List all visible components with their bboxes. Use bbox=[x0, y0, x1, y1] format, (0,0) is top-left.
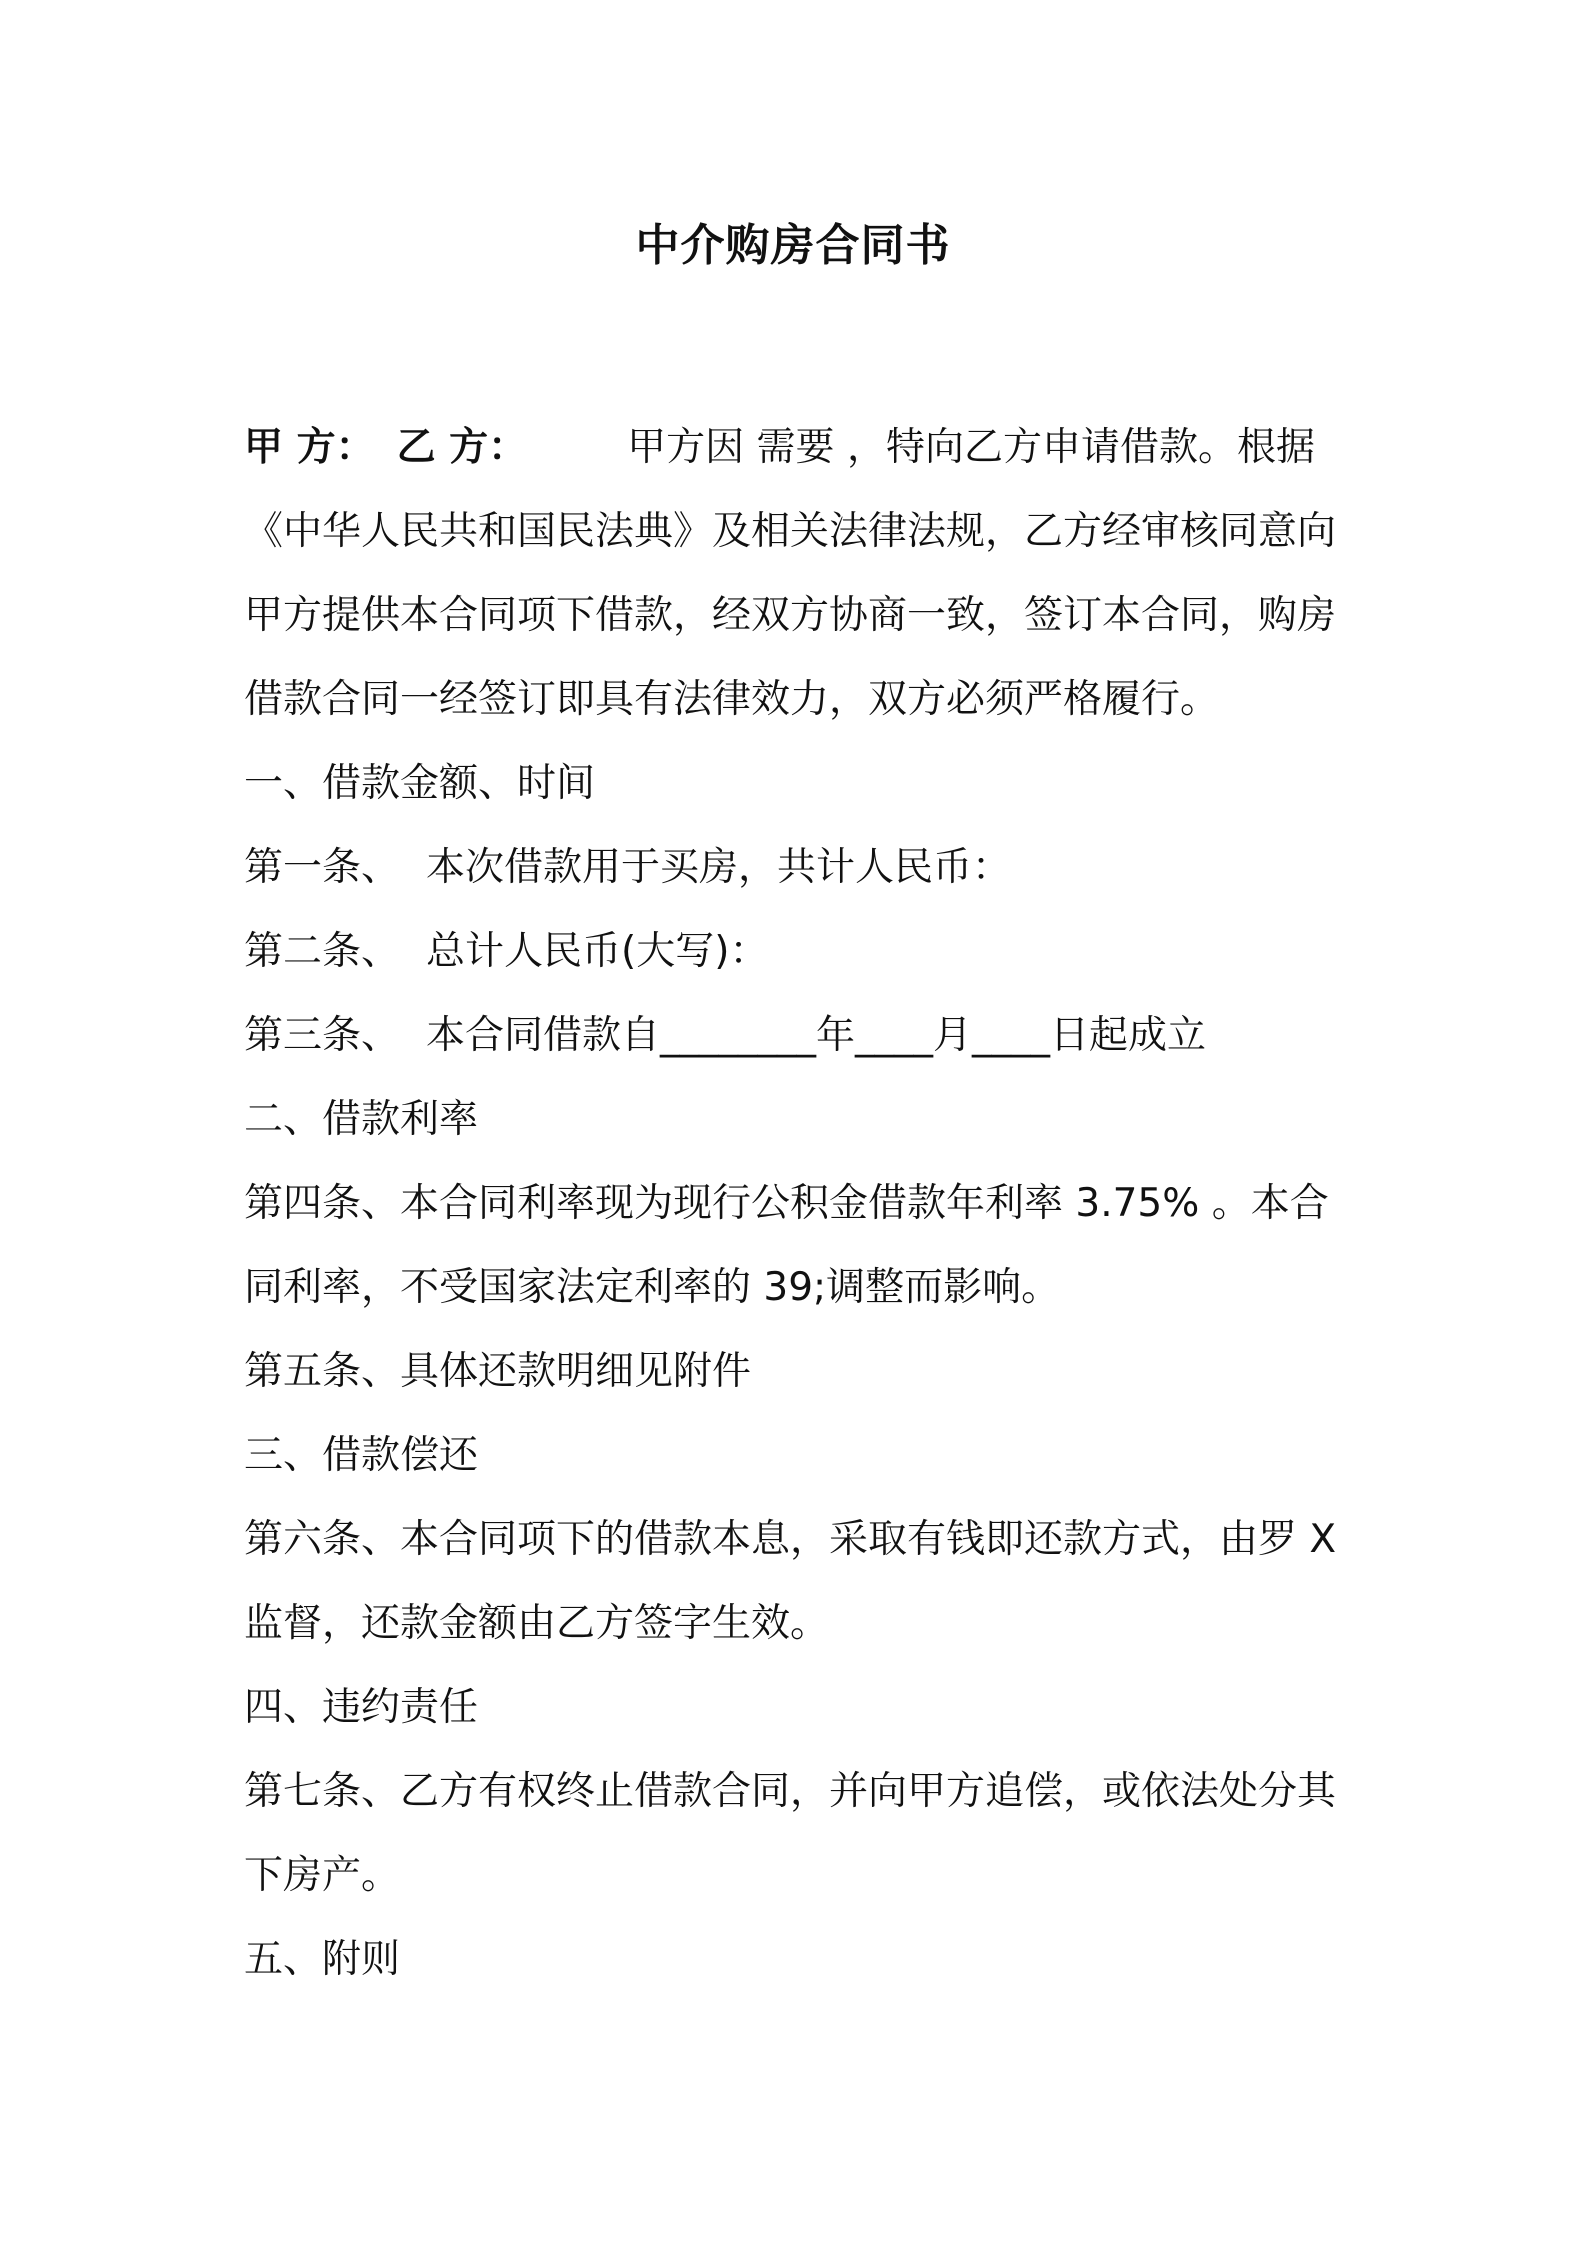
intro-line-1-text: 甲方因 需要 ，特向乙方申请借款。根据 bbox=[627, 425, 1315, 470]
section-heading-4: 四、违约责任 bbox=[244, 1685, 479, 1730]
article-2-label: 第二条、 bbox=[244, 929, 401, 974]
intro-line-2: 《中华人民共和国民法典》及相关法律法规，乙方经审核同意向 bbox=[244, 509, 1337, 554]
section-heading-2: 二、借款利率 bbox=[244, 1097, 479, 1142]
document-body bbox=[244, 406, 1354, 2002]
article-1-text: 本次借款用于买房，共计人民币： bbox=[426, 845, 1012, 890]
article-7-line-2: 下房产。 bbox=[244, 1853, 401, 1898]
article-4-line-2: 同利率，不受国家法定利率的 39;调整而影响。 bbox=[244, 1265, 1061, 1310]
article-4-line-1: 第四条、本合同利率现为现行公积金借款年利率 3.75% 。本合 bbox=[244, 1181, 1329, 1226]
section-heading-3: 三、借款偿还 bbox=[244, 1433, 479, 1478]
article-2-text: 总计人民币(大写)： bbox=[426, 929, 769, 974]
section-heading-5: 五、附则 bbox=[244, 1937, 401, 1982]
party-b-label: 乙 方： bbox=[396, 425, 528, 470]
section-heading-1: 一、借款金额、时间 bbox=[244, 761, 596, 806]
article-1 bbox=[244, 826, 1354, 910]
article-2 bbox=[244, 910, 1354, 994]
intro-line-3: 甲方提供本合同项下借款，经双方协商一致，签订本合同，购房 bbox=[244, 593, 1337, 638]
intro-line-1 bbox=[244, 406, 1354, 490]
article-3-text: 本合同借款自________年____月____日起成立 bbox=[426, 1013, 1207, 1058]
party-a-label: 甲 方： bbox=[244, 425, 375, 470]
article-6-line-2: 监督，还款金额由乙方签字生效。 bbox=[244, 1601, 830, 1646]
article-3-label: 第三条、 bbox=[244, 1013, 401, 1058]
article-1-label: 第一条、 bbox=[244, 845, 401, 890]
article-5: 第五条、具体还款明细见附件 bbox=[244, 1349, 752, 1394]
document-title: 中介购房合同书 bbox=[635, 220, 951, 271]
article-6-line-1: 第六条、本合同项下的借款本息，采取有钱即还款方式，由罗 X bbox=[244, 1517, 1337, 1562]
intro-line-4: 借款合同一经签订即具有法律效力，双方必须严格履行。 bbox=[244, 677, 1220, 722]
article-3 bbox=[244, 994, 1354, 1078]
article-7-line-1: 第七条、乙方有权终止借款合同，并向甲方追偿，或依法处分其 bbox=[244, 1769, 1337, 1814]
